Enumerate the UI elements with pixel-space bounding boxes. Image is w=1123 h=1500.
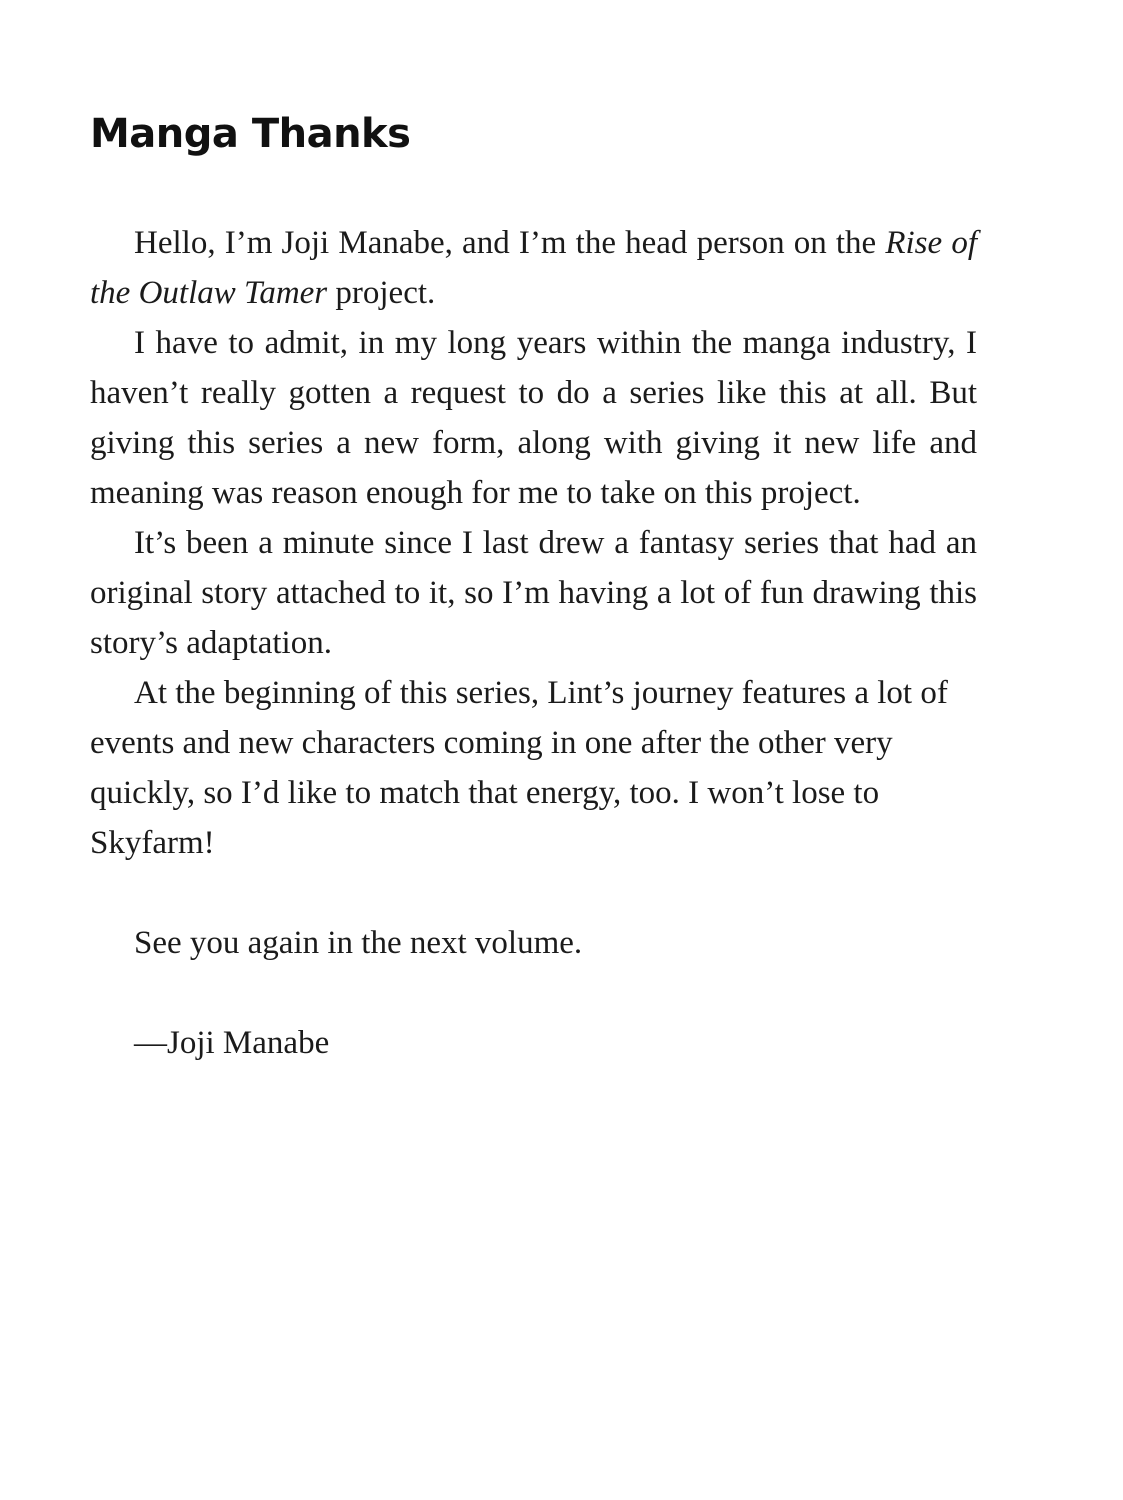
- body-text: [90, 218, 977, 1068]
- paragraph-intro: [90, 218, 977, 318]
- signature: —Joji Manabe: [134, 1025, 330, 1061]
- page-title: Manga Thanks: [90, 111, 411, 157]
- paragraph-fantasy: It’s been a minute since I last drew a fantasy series that had an original story attached to it, so I’m having a lot of fun drawing this story’s adaptation.: [90, 525, 977, 661]
- spacer: [90, 968, 977, 1018]
- paragraph-intro-end: project.: [327, 275, 436, 311]
- closing-line: See you again in the next volume.: [134, 925, 583, 961]
- paragraph-industry: I have to admit, in my long years within the manga industry, I haven’t really gotten a request to do a series like this at all. But giving this series a new form, along with giving it new life and meaning was reason enough for me to take on this project.: [90, 325, 977, 511]
- page-content: [90, 108, 977, 1068]
- paragraph-intro-start: Hello, I’m Joji Manabe, and I’m the head person on the: [134, 225, 886, 261]
- series-title: Rise of the Outlaw Tamer: [90, 225, 978, 311]
- paragraph-journey: At the beginning of this series, Lint’s journey features a lot of events and new characters coming in one after the other very quickly, so I’d like to match that energy, too. I won’t lose to Skyfarm!: [90, 675, 948, 861]
- spacer: [90, 868, 977, 918]
